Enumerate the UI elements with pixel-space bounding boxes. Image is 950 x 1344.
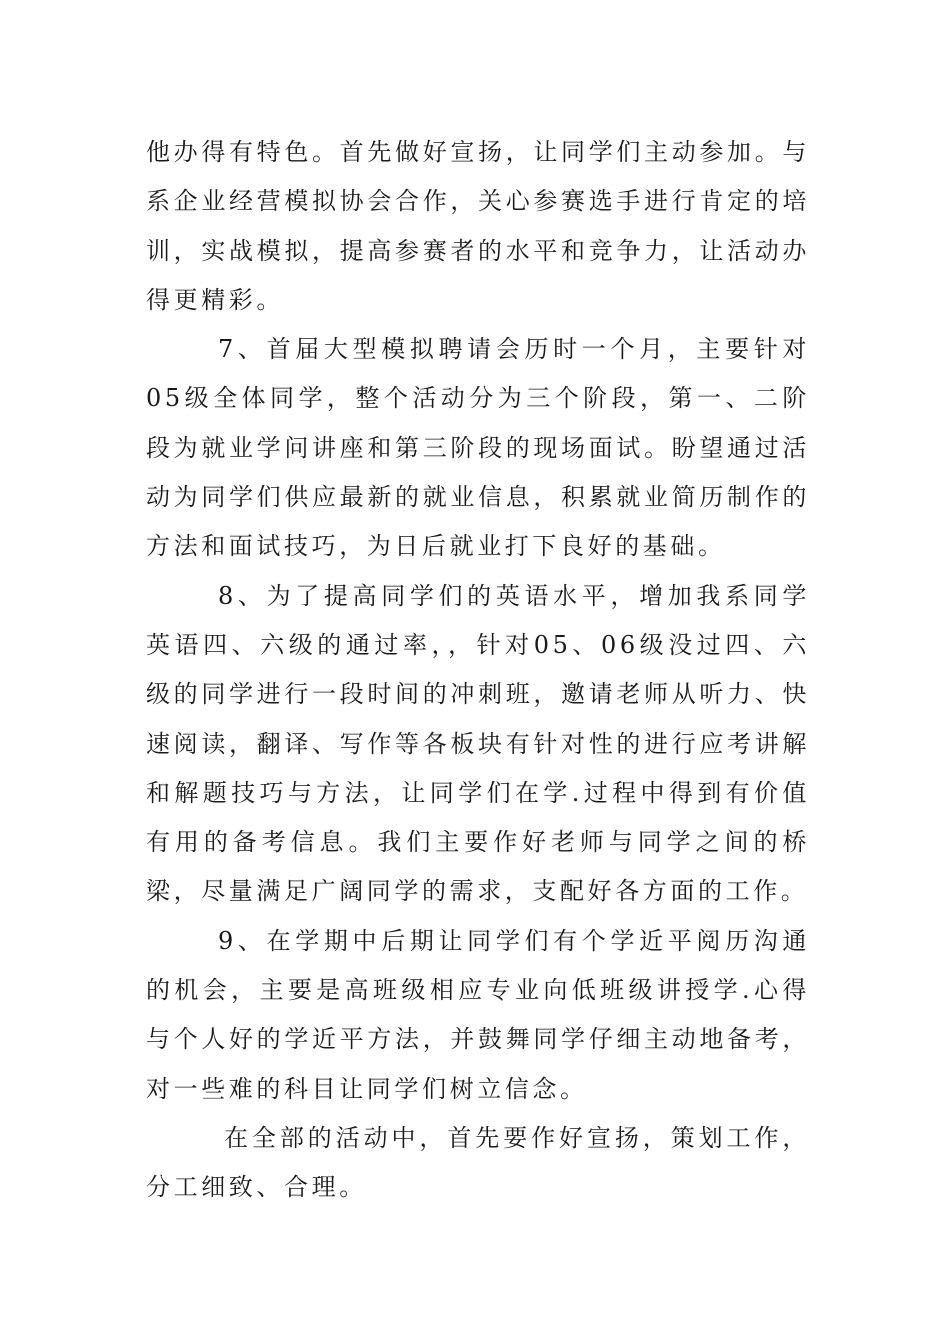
- paragraph-item-8: 8、为了提高同学们的英语水平，增加我系同学英语四、六级的通过率，，针对05、06级没过四、六级的同学进行一段时间的冲刺班，邀请老师从听力、快速阅读，翻译、写作等各板块有针对性的进行应考讲解和解题技巧与方法，让同学们在学.过程中得到有价值有用的备考信息。我们主要作好老师与同学之间的桥梁，尽量满足广阔同学的需求，支配好各方面的工作。: [146, 581, 810, 906]
- document-page: [146, 128, 810, 1213]
- paragraph-item-7: 7、首届大型模拟聘请会历时一个月，主要针对05级全体同学，整个活动分为三个阶段，第一、二阶段为就业学问讲座和第三阶段的现场面试。盼望通过活动为同学们供应最新的就业信息，积累就业简历制作的方法和面试技巧，为日后就业打下良好的基础。: [146, 335, 810, 561]
- paragraph-continuation: 他办得有特色。首先做好宣扬，让同学们主动参加。与系企业经营模拟协会合作，关心参赛选手进行肯定的培训，实战模拟，提高参赛者的水平和竞争力，让活动办得更精彩。: [146, 138, 810, 314]
- paragraph-item-9: 9、在学期中后期让同学们有个学近平阅历沟通的机会，主要是高班级相应专业向低班级讲授学.心得与个人好的学近平方法，并鼓舞同学仔细主动地备考，对一些难的科目让同学们树立信念。: [146, 926, 810, 1103]
- paragraph-summary: 在全部的活动中，首先要作好宣扬，策划工作，分工细致、合理。: [146, 1123, 810, 1202]
